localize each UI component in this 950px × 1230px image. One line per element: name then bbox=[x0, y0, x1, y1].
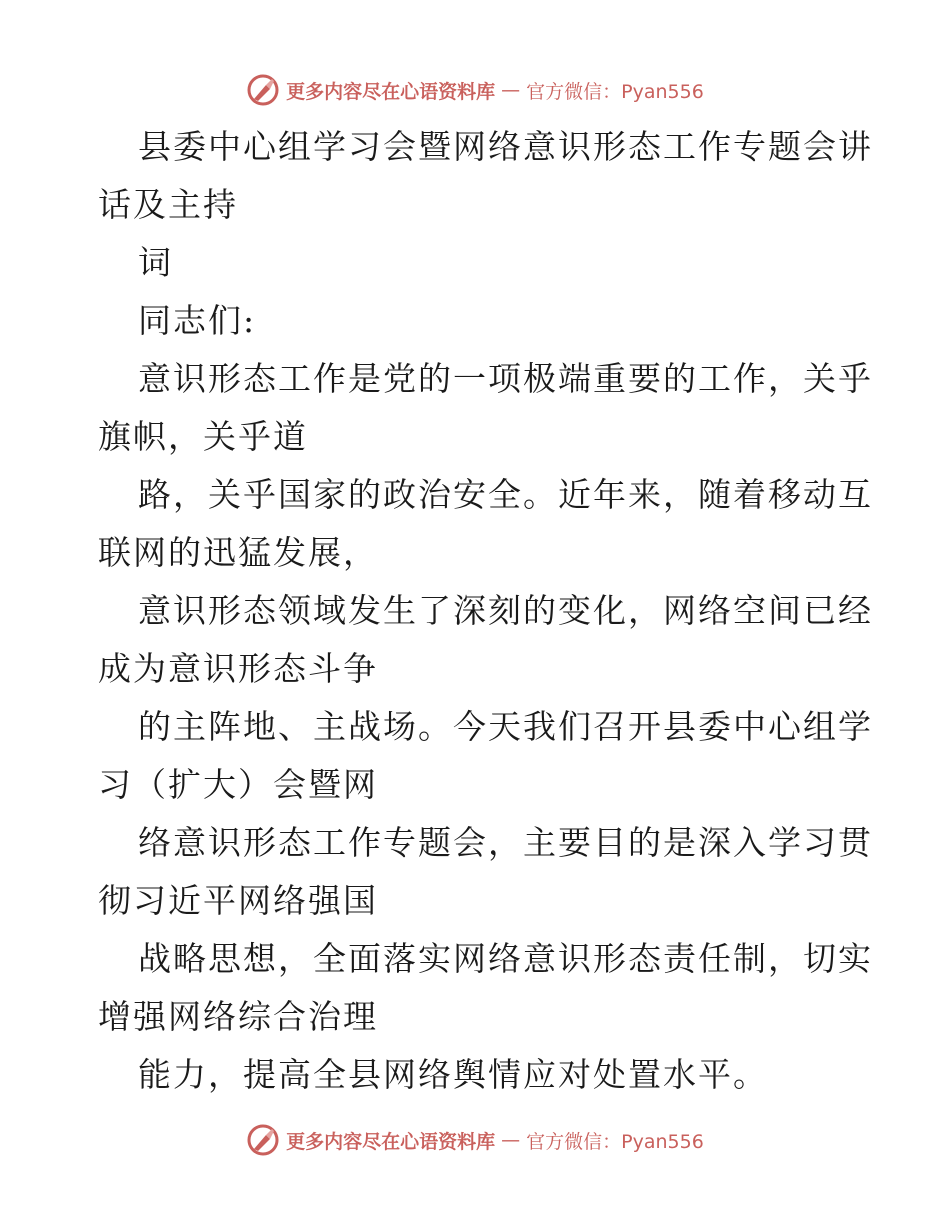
watermark-separator: — bbox=[501, 79, 521, 101]
document-line: 成为意识形态斗争 bbox=[98, 649, 378, 688]
document-line: 联网的迅猛发展， bbox=[98, 533, 378, 572]
document-line: 彻习近平网络强国 bbox=[98, 881, 378, 920]
pen-nib-logo-icon bbox=[246, 1123, 280, 1157]
document-line: 路，关乎国家的政治安全。近年来，随着移动互 bbox=[138, 475, 873, 514]
document-line: 旗帜，关乎道 bbox=[98, 417, 308, 456]
document-line: 县委中心组学习会暨网络意识形态工作专题会讲 bbox=[138, 127, 873, 166]
document-line: 战略思想，全面落实网络意识形态责任制，切实 bbox=[138, 939, 873, 978]
pen-nib-logo-icon bbox=[246, 73, 280, 107]
document-line: 同志们: bbox=[138, 301, 257, 340]
document-line: 增强网络综合治理 bbox=[98, 997, 378, 1036]
watermark-brand: 更多内容尽在心语资料库 bbox=[286, 1130, 496, 1153]
watermark-contact: 官方微信：Pyan556 bbox=[526, 80, 704, 103]
document-line: 能力，提高全县网络舆情应对处置水平。 bbox=[138, 1055, 768, 1094]
footer-watermark bbox=[0, 1120, 950, 1160]
header-watermark bbox=[0, 70, 950, 110]
document-line: 话及主持 bbox=[98, 185, 238, 224]
document-line: 络意识形态工作专题会，主要目的是深入学习贯 bbox=[138, 823, 873, 862]
document-line: 意识形态领域发生了深刻的变化，网络空间已经 bbox=[138, 591, 873, 630]
document-line: 习（扩大）会暨网 bbox=[98, 765, 378, 804]
document-line: 意识形态工作是党的一项极端重要的工作，关乎 bbox=[138, 359, 873, 398]
document-body bbox=[98, 118, 873, 1104]
document-line: 的主阵地、主战场。今天我们召开县委中心组学 bbox=[138, 707, 873, 746]
watermark-brand: 更多内容尽在心语资料库 bbox=[286, 80, 496, 103]
watermark-separator: — bbox=[501, 1129, 521, 1151]
watermark-contact: 官方微信：Pyan556 bbox=[526, 1130, 704, 1153]
document-line: 词 bbox=[138, 243, 173, 282]
